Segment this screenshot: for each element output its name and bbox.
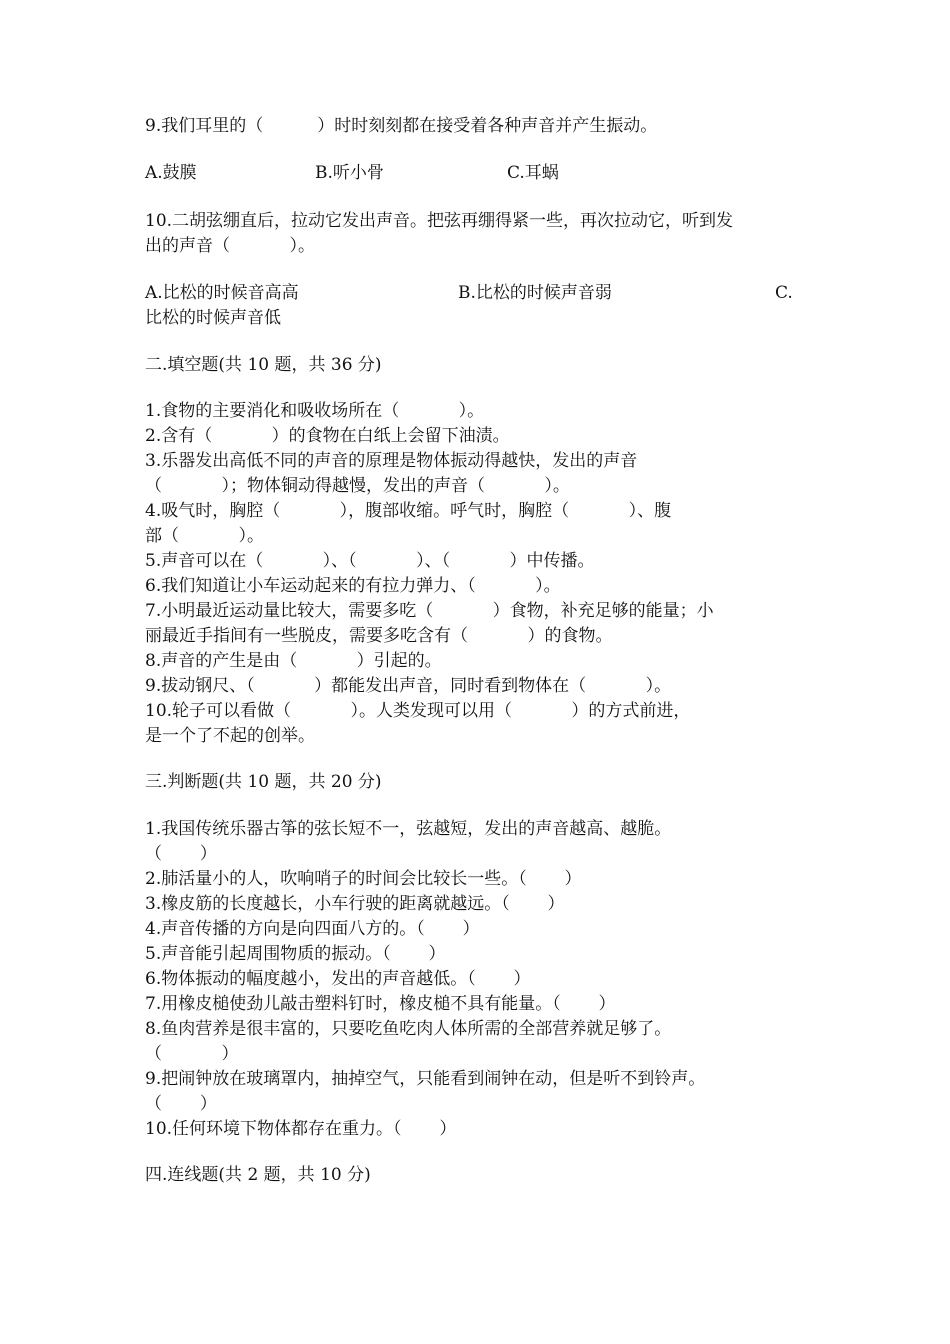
mc-q9-option-a: A.鼓膜 [145,163,197,183]
fill-line: 丽最近手指间有一些脱皮，需要多吃含有（ ）的食物。 [145,626,613,646]
mc-q10-stem-line2: 出的声音（ ）。 [145,236,315,256]
judge-line: （ ） [145,1044,239,1064]
judge-line: （ ） [145,1094,217,1114]
mc-q9-stem: 9.我们耳里的（ ）时时刻刻都在接受着各种声音并产生振动。 [145,116,658,136]
fill-line: 8.声音的产生是由（ ）引起的。 [145,651,442,671]
fill-line: 3.乐器发出高低不同的声音的原理是物体振动得越快，发出的声音 [145,451,638,471]
judge-line: 8.鱼肉营养是很丰富的，只要吃鱼吃肉人体所需的全部营养就足够了。 [145,1019,672,1039]
mc-q9-option-c: C.耳蜗 [507,163,559,183]
mc-q10-option-c: C. [775,283,793,303]
fill-line: 5.声音可以在（ ）、（ ）、（ ）中传播。 [145,551,595,571]
mc-q10-option-c-text: 比松的时候声音低 [145,308,281,328]
fill-line: 是一个了不起的创举。 [145,726,315,746]
fill-line: 2.含有（ ）的食物在白纸上会留下油渍。 [145,426,510,446]
mc-q10-option-a: A.比松的时候音高高 [145,283,299,303]
fill-line: 7.小明最近运动量比较大，需要多吃（ ）食物，补充足够的能量；小 [145,601,714,621]
fill-heading: 二.填空题(共 10 题，共 36 分) [145,355,382,375]
fill-line: 9.拔动钢尺、（ ）都能发出声音，同时看到物体在（ ）。 [145,676,672,696]
judge-line: 7.用橡皮槌使劲儿敲击塑料钉时，橡皮槌不具有能量。（ ） [145,994,616,1014]
fill-line: （ ）；物体铜动得越慢，发出的声音（ ）。 [145,476,570,496]
fill-line: 1.食物的主要消化和吸收场所在（ ）。 [145,401,485,421]
judge-line: 5.声音能引起周围物质的振动。（ ） [145,944,446,964]
match-heading: 四.连线题(共 2 题，共 10 分) [145,1165,371,1185]
judge-line: 6.物体振动的幅度越小，发出的声音越低。（ ） [145,969,531,989]
mc-q9-option-b: B.听小骨 [315,163,384,183]
judge-line: 2.肺活量小的人，吹响哨子的时间会比较长一些。（ ） [145,869,582,889]
mc-q10-stem-line1: 10.二胡弦绷直后，拉动它发出声音。把弦再绷得紧一些，再次拉动它，听到发 [145,211,734,231]
judge-line: 3.橡皮筋的长度越长，小车行驶的距离就越远。（ ） [145,894,565,914]
fill-line: 4.吸气时，胸腔（ ），腹部收缩。呼气时，胸腔（ ）、腹 [145,501,672,521]
judge-line: 1.我国传统乐器古筝的弦长短不一，弦越短，发出的声音越高、越脆。 [145,819,672,839]
fill-line: 6.我们知道让小车运动起来的有拉力弹力、（ ）。 [145,576,561,596]
fill-line: 10.轮子可以看做（ ）。人类发现可以用（ ）的方式前进， [145,701,691,721]
judge-heading: 三.判断题(共 10 题，共 20 分) [145,772,382,792]
mc-q10-option-b: B.比松的时候声音弱 [458,283,612,303]
judge-line: （ ） [145,844,217,864]
fill-line: 部（ ）。 [145,526,264,546]
judge-line: 10.任何环境下物体都存在重力。（ ） [145,1119,457,1139]
judge-line: 4.声音传播的方向是向四面八方的。（ ） [145,919,480,939]
judge-line: 9.把闹钟放在玻璃罩内，抽掉空气，只能看到闹钟在动，但是听不到铃声。 [145,1069,706,1089]
